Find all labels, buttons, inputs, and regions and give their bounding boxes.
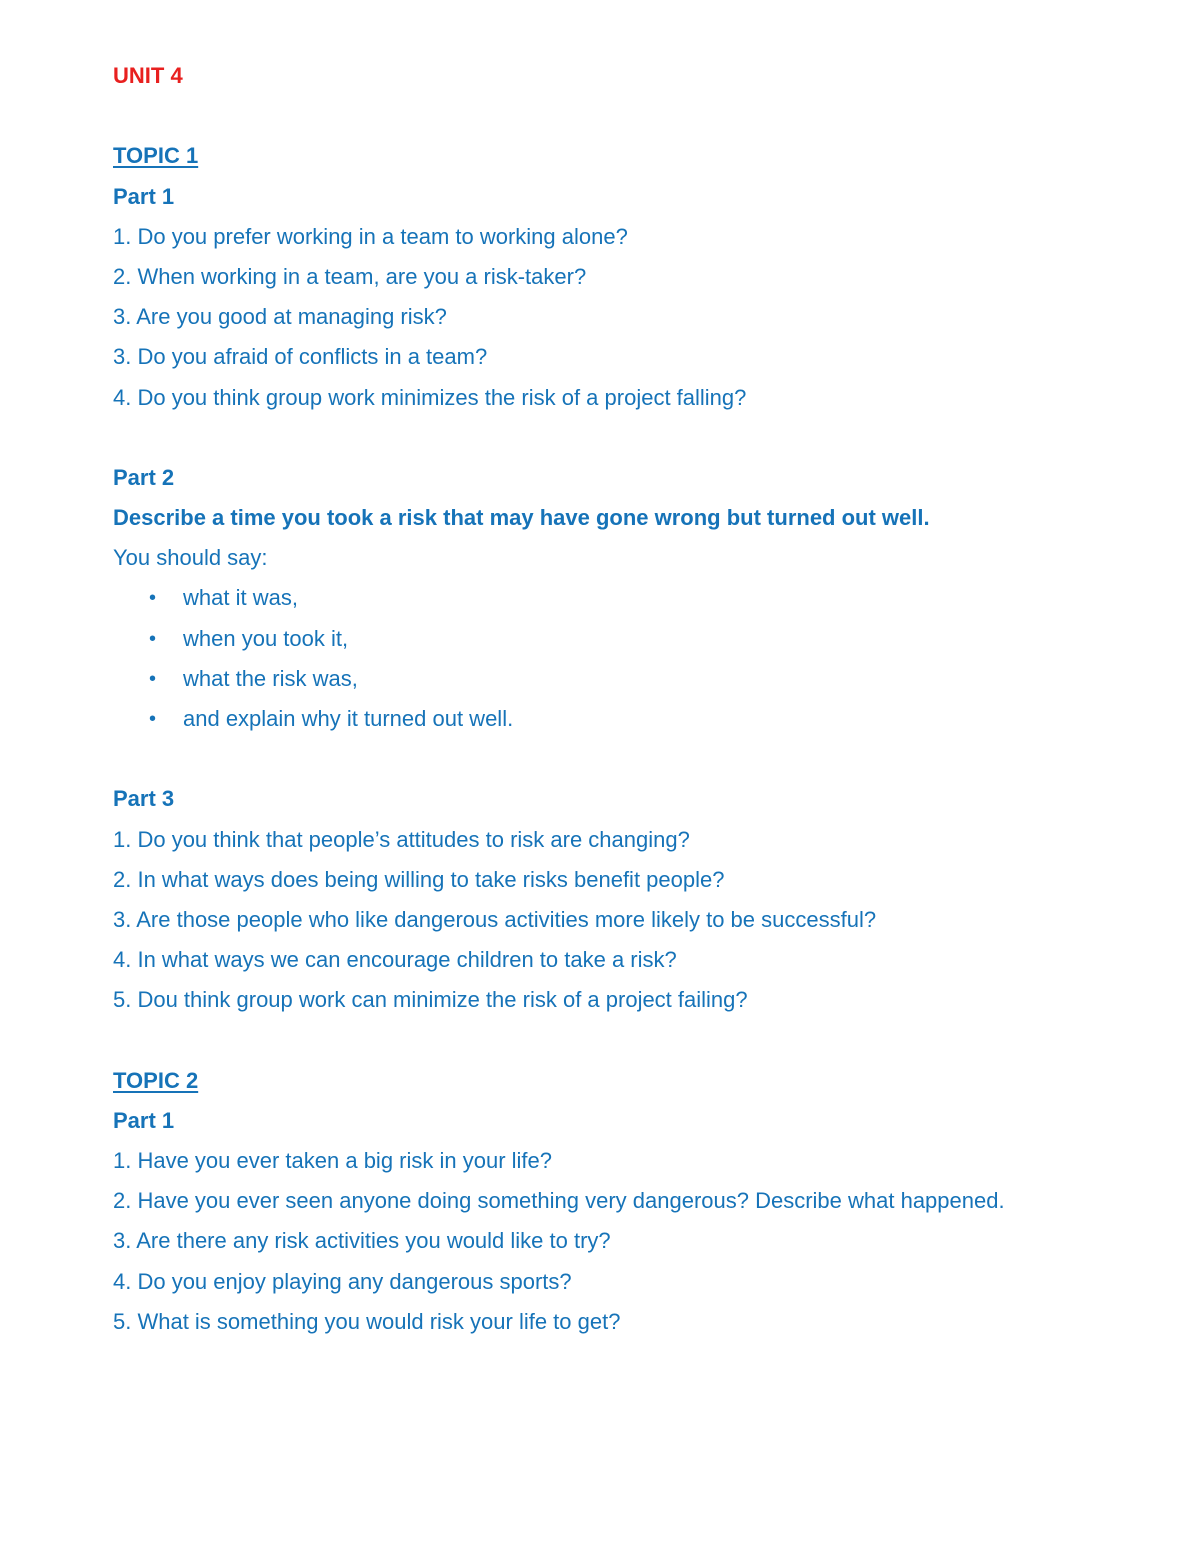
bullet-text: what the risk was, [183,665,358,691]
topic-1-part-3-question: 5. Dou think group work can minimize the risk of a project failing? [113,987,748,1013]
unit-title: UNIT 4 [113,63,183,88]
topic-2-part-1-question: 2. Have you ever seen anyone doing something very dangerous? Describe what happened. [113,1188,1005,1214]
topic-1-part-1-question: 2. When working in a team, are you a risk-taker? [113,263,587,289]
topic-2-part-1-heading: Part 1 [113,1107,175,1133]
topic-2-part-1-question: 3. Are there any risk activities you would like to try? [113,1228,611,1254]
topic-1-part-1-question: 4. Do you think group work minimizes the risk of a project falling? [113,384,747,410]
topic-1-part-3-question: 4. In what ways we can encourage children to take a risk? [113,947,677,973]
topic-1-part-3-heading: Part 3 [113,786,175,812]
topic-1-part-1-question: 3. Are you good at managing risk? [113,304,447,330]
cue-card-intro: You should say: [113,545,268,571]
topic-1-part-1-question: 3. Do you afraid of conflicts in a team? [113,344,488,370]
cue-card-bullet [113,619,1173,659]
spacer [113,739,1173,779]
bullet-text: and explain why it turned out well. [183,706,514,731]
cue-card-bullet [113,699,1173,739]
topic-1-part-2-heading: Part 2 [113,464,175,490]
topic-2-heading: TOPIC 2 [113,1067,199,1093]
topic-2-part-1-question: 5. What is something you would risk your life to get? [113,1308,621,1334]
spacer [113,1021,1173,1061]
topic-1-part-3-question: 2. In what ways does being willing to take risks benefit people? [113,866,725,892]
topic-1-heading: TOPIC 1 [113,143,199,169]
topic-2-part-1-question: 1. Have you ever taken a big risk in your life? [113,1148,553,1174]
bullet-icon: • [149,667,157,690]
topic-2-part-1-question: 4. Do you enjoy playing any dangerous sports? [113,1268,572,1294]
bullet-icon: • [149,627,157,650]
bullet-icon: • [149,587,157,610]
topic-1-part-3-question: 3. Are those people who like dangerous activities more likely to be successful? [113,906,877,932]
topic-1-part-1-heading: Part 1 [113,183,175,209]
bullet-text: what it was, [183,585,298,611]
bullet-text: when you took it, [183,625,349,651]
bullet-icon: • [149,708,157,730]
cue-card-title: Describe a time you took a risk that may have gone wrong but turned out well. [113,505,930,531]
cue-card-bullet [113,659,1173,699]
topic-1-part-3-question: 1. Do you think that people’s attitudes to risk are changing? [113,826,690,852]
cue-card-bullet [113,578,1173,618]
spacer [113,96,1173,136]
spacer [113,418,1173,458]
document-content [113,56,1173,1342]
topic-1-part-1-question: 1. Do you prefer working in a team to working alone? [113,223,628,249]
